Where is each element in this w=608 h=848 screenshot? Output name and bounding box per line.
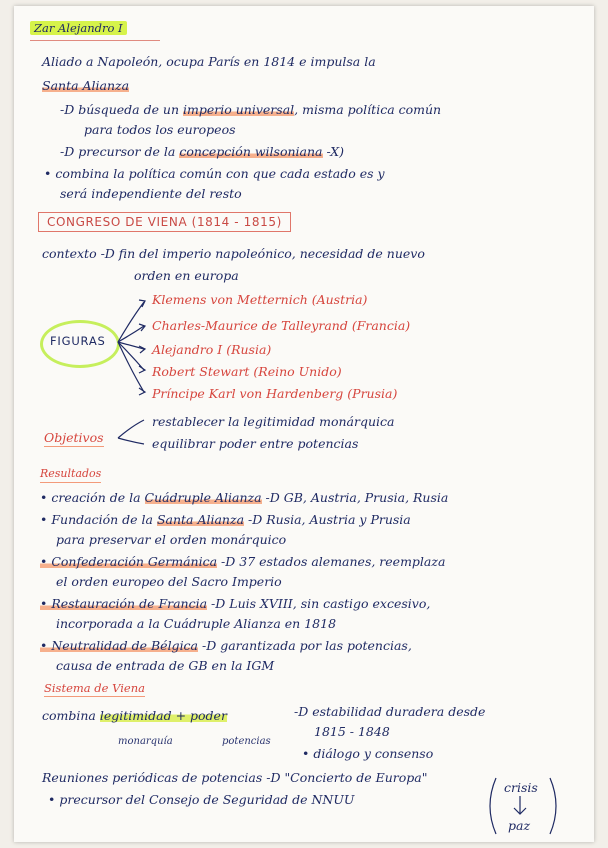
- title-highlight: Zar Alejandro I: [30, 21, 127, 35]
- figuras-label: FIGURAS: [50, 334, 106, 348]
- sistema-reuniones: Reuniones periódicas de potencias -D "Concierto de Europa": [42, 770, 428, 785]
- arrow-head: [139, 300, 145, 307]
- resultado-3-line-2: el orden europeo del Sacro Imperio: [56, 574, 282, 589]
- resultado-2-line-2: para preservar el orden monárquico: [56, 532, 287, 547]
- figura-1: Klemens von Metternich (Austria): [152, 292, 368, 307]
- resultado-2: [40, 512, 411, 528]
- intro-bullet-3: • combina la política común con que cada estado es y: [44, 166, 385, 181]
- imperio-universal-highlight: imperio universal: [183, 102, 295, 117]
- text-span: • Fundación de la: [40, 512, 153, 527]
- santa-alianza-result-highlight: Santa Alianza: [156, 512, 245, 527]
- text-span: -D GB, Austria, Prusia, Rusia: [265, 490, 449, 505]
- text-span: -D garantizada por las potencias,: [202, 638, 412, 653]
- neutralidad-belgica-highlight: • Neutralidad de Bélgica: [40, 638, 199, 653]
- resultado-4-line-2: incorporada a la Cuádruple Alianza en 1818: [56, 616, 337, 631]
- objetivos-label: Objetivos: [44, 430, 104, 445]
- arrow-head: [139, 346, 145, 353]
- paren-left: [490, 778, 496, 834]
- text-span: -D búsqueda de un: [60, 102, 180, 117]
- text-span: -D 37 estados alemanes, reemplaza: [221, 554, 446, 569]
- legitimidad-poder-highlight: legitimidad + poder: [99, 708, 227, 723]
- text-span: -D Rusia, Austria y Prusia: [248, 512, 411, 527]
- concepcion-wilsoniana-highlight: concepción wilsoniana: [179, 144, 323, 159]
- sistema-combina: [42, 708, 227, 724]
- text-span: combina: [42, 708, 96, 723]
- sistema-heading: Sistema de Viena: [44, 681, 145, 695]
- objetivo-2: equilibrar poder entre potencias: [152, 436, 359, 451]
- resultado-5-line-2: causa de entrada de GB en la IGM: [56, 658, 275, 673]
- resultados-heading: Resultados: [40, 466, 101, 483]
- crisis-label: crisis: [504, 780, 538, 795]
- intro-line-1: Aliado a Napoleón, ocupa París en 1814 e impulsa la: [42, 54, 376, 69]
- santa-alianza-highlight: Santa Alianza: [42, 78, 130, 93]
- resultado-1: [40, 490, 448, 506]
- notebook-page: [14, 6, 594, 842]
- resultado-4: [40, 596, 430, 612]
- text-span: -D Luis XVIII, sin castigo excesivo,: [211, 596, 431, 611]
- arrow-line: [118, 326, 144, 342]
- contexto-line-1: contexto -D fin del imperio napoleónico, necesidad de nuevo: [42, 246, 425, 261]
- figura-5: Príncipe Karl von Hardenberg (Prusia): [152, 386, 398, 401]
- arrow-line: [118, 420, 144, 438]
- sistema-precursor: • precursor del Consejo de Seguridad de NNUU: [48, 792, 355, 807]
- restauracion-francia-highlight: • Restauración de Francia: [40, 596, 208, 611]
- cuadruple-alianza-highlight: Cuádruple Alianza: [144, 490, 262, 505]
- arrow-line: [118, 302, 144, 342]
- intro-bullet-1-line-2: para todos los europeos: [84, 122, 236, 137]
- text-span: • creación de la: [40, 490, 141, 505]
- text-span: , misma política común: [294, 102, 442, 117]
- paren-right: [550, 778, 556, 834]
- sistema-monarquia: monarquía: [118, 736, 173, 747]
- arrow-line: [118, 438, 144, 444]
- sistema-potencias: potencias: [222, 736, 271, 747]
- contexto-line-2: orden en europa: [134, 268, 239, 283]
- objetivo-1: restablecer la legitimidad monárquica: [152, 414, 395, 429]
- resultado-5: [40, 638, 412, 654]
- intro-bullet-3-line-2: será independiente del resto: [60, 186, 242, 201]
- figura-3: Alejandro I (Rusia): [152, 342, 272, 357]
- text-span: -D precursor de la: [60, 144, 176, 159]
- sistema-dialogo: • diálogo y consenso: [302, 746, 434, 761]
- sistema-years: 1815 - 1848: [314, 724, 390, 739]
- paz-label: paz: [508, 818, 531, 833]
- sistema-estabilidad: -D estabilidad duradera desde: [294, 704, 486, 719]
- figura-4: Robert Stewart (Reino Unido): [152, 364, 342, 379]
- figura-2: Charles-Maurice de Talleyrand (Francia): [152, 318, 411, 333]
- congreso-heading: CONGRESO DE VIENA (1814 - 1815): [38, 212, 291, 232]
- text-span: -X): [326, 144, 345, 159]
- resultado-3: [40, 554, 445, 570]
- confederacion-germanica-highlight: • Confederación Germánica: [40, 554, 218, 569]
